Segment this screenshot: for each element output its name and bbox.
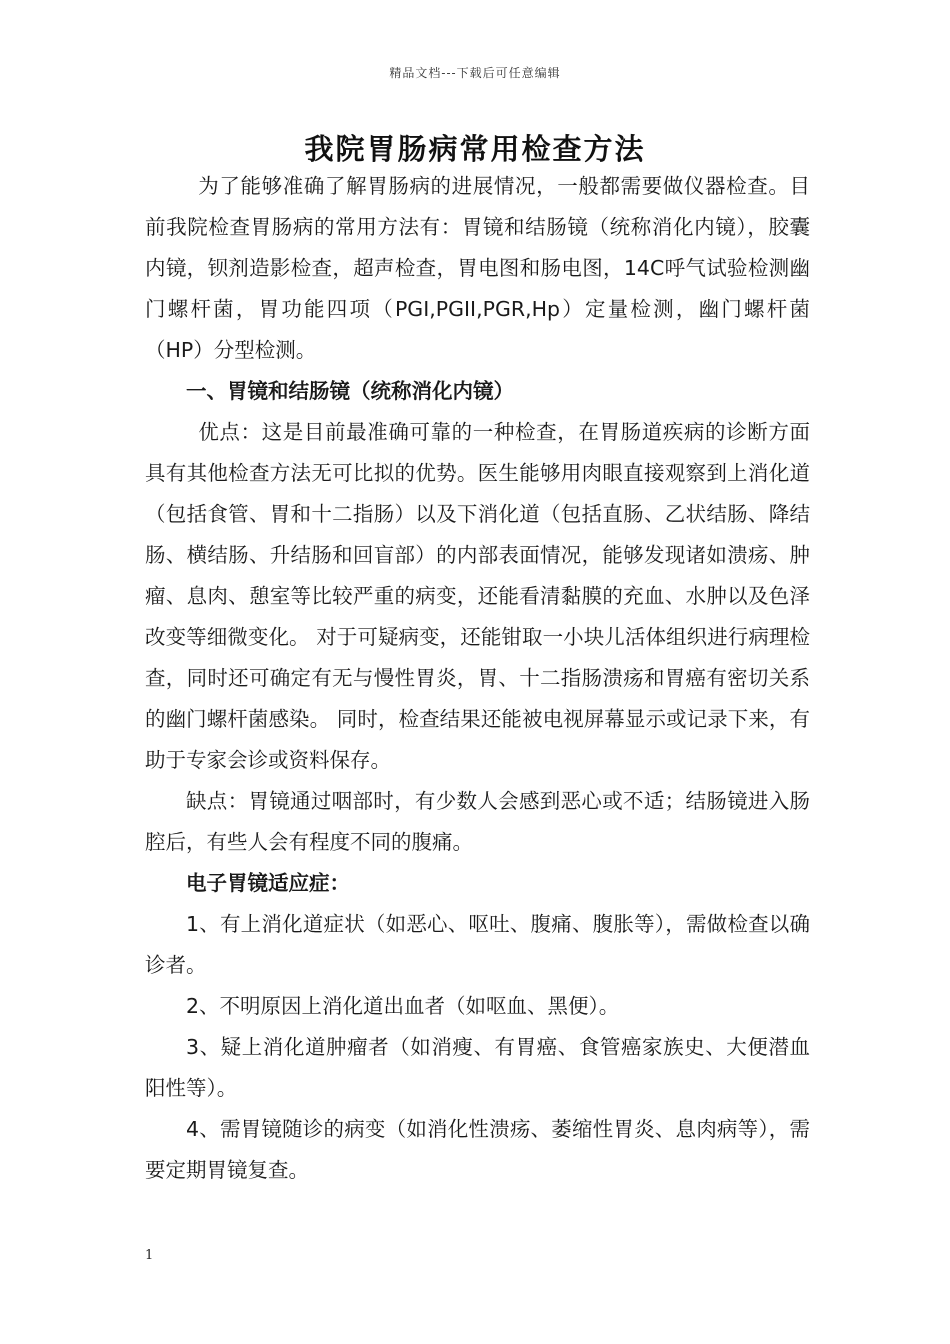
advantages-paragraph: 优点：这是目前最准确可靠的一种检查，在胃肠道疾病的诊断方面具有其他检查方法无可比拟的优势。医生能够用肉眼直接观察到上消化道（包括食管、胃和十二指肠）以及下消化道（包括直肠、乙状结肠、降结肠、横结肠、升结肠和回盲部）的内部表面情况，能够发现诸如溃疡、肿瘤、息肉、憩室等比较严重的病变，还能看清黏膜的充血、水肿以及色泽改变等细微变化。 对于可疑病变，还能钳取一小块儿活体组织进行病理检查，同时还可确定有无与慢性胃炎，胃、十二指肠溃疡和胃癌有密切关系的幽门螺杆菌感染。 同时，检查结果还能被电视屏幕显示或记录下来，有助于专家会诊或资料保存。 [145,420,810,772]
indication-item-1: 1、有上消化道症状（如恶心、呕吐、腹痛、腹胀等），需做检查以确诊者。 [145,912,810,977]
page-number: 1 [145,1248,154,1263]
indication-item-4: 4、需胃镜随诊的病变（如消化性溃疡、萎缩性胃炎、息肉病等），需要定期胃镜复查。 [145,1117,810,1182]
disadvantages-paragraph: 缺点：胃镜通过咽部时，有少数人会感到恶心或不适；结肠镜进入肠腔后，有些人会有程度不同的腹痛。 [145,789,810,854]
indication-item-2: 2、不明原因上消化道出血者（如呕血、黑便）。 [186,994,620,1018]
intro-paragraph: 为了能够准确了解胃肠病的进展情况，一般都需要做仪器检查。目前我院检查胃肠病的常用方法有：胃镜和结肠镜（统称消化内镜），胶囊内镜，钡剂造影检查，超声检查，胃电图和肠电图，14C呼气试验检测幽门螺杆菌，胃功能四项（PGI,PGII,PGR,Hp）定量检测，幽门螺杆菌（HP）分型检测。 [145,174,810,362]
subheading-indications: 电子胃镜适应症： [186,871,350,895]
page-header: 精品文档---下载后可任意编辑 [389,66,561,80]
document-body [145,166,810,1191]
section-heading-endoscopy: 一、胃镜和结肠镜（统称消化内镜） [186,379,514,403]
document-title: 我院胃肠病常用检查方法 [304,132,646,166]
indication-item-3: 3、疑上消化道肿瘤者（如消瘦、有胃癌、食管癌家族史、大便潜血阳性等）。 [145,1035,810,1100]
